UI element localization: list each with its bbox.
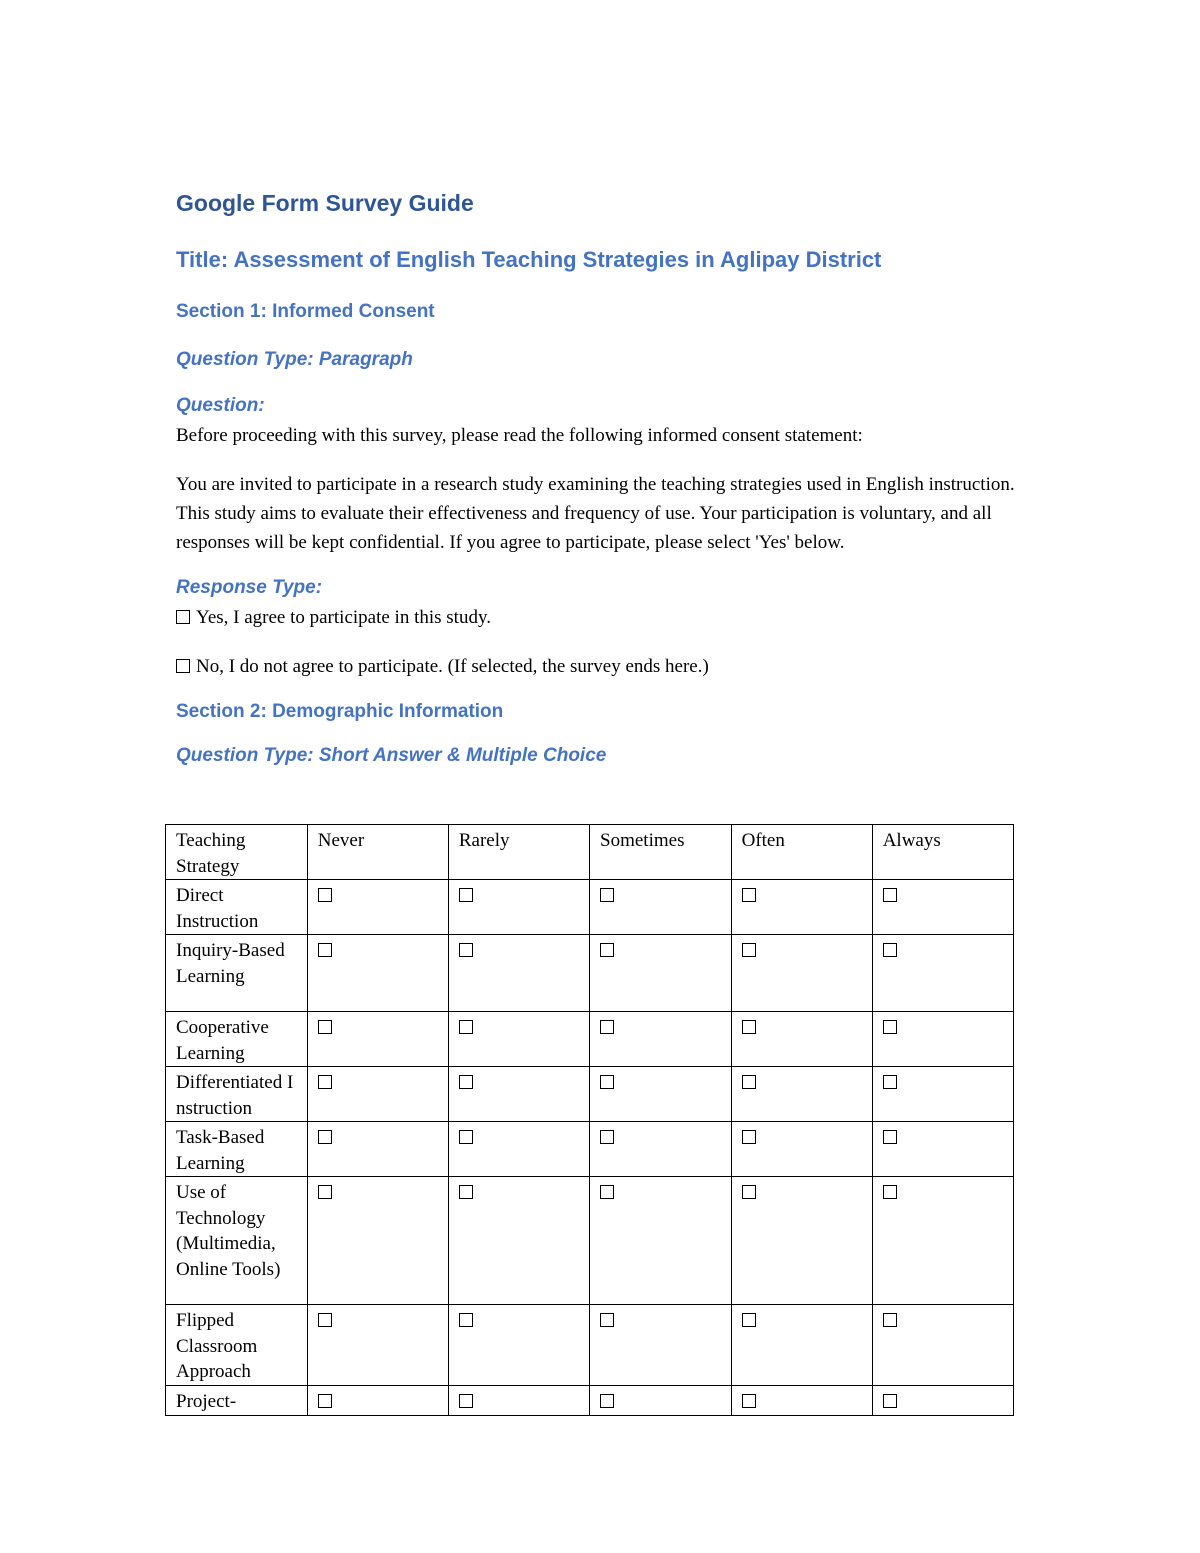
cell-rarely xyxy=(448,1305,589,1386)
consent-intro: Before proceeding with this survey, please read the following informed consent statement: xyxy=(176,425,863,446)
cell-often xyxy=(731,1177,872,1305)
checkbox-icon[interactable] xyxy=(318,1130,332,1144)
checkbox-icon[interactable] xyxy=(742,1020,756,1034)
checkbox-icon[interactable] xyxy=(600,1313,614,1327)
cell-never xyxy=(307,1067,448,1122)
cell-sometimes xyxy=(590,1177,732,1305)
survey-title: Title: Assessment of English Teaching Strategies in Aglipay District xyxy=(176,247,882,272)
cell-sometimes xyxy=(590,935,732,1012)
cell-always xyxy=(872,935,1013,1012)
document-content xyxy=(176,190,1026,791)
cell-never xyxy=(307,1177,448,1305)
checkbox-icon[interactable] xyxy=(883,1185,897,1199)
checkbox-icon[interactable] xyxy=(318,1020,332,1034)
checkbox-icon[interactable] xyxy=(742,1313,756,1327)
cell-never xyxy=(307,1012,448,1067)
checkbox-icon[interactable] xyxy=(318,888,332,902)
checkbox-icon[interactable] xyxy=(600,1394,614,1408)
section-1-heading: Section 1: Informed Consent xyxy=(176,301,435,322)
checkbox-icon[interactable] xyxy=(318,943,332,957)
checkbox-icon[interactable] xyxy=(883,943,897,957)
table-row xyxy=(166,1305,1014,1386)
cell-never xyxy=(307,1305,448,1386)
option-no-label: No, I do not agree to participate. (If selected, the survey ends here.) xyxy=(196,656,709,677)
section-1-question-type: Question Type: Paragraph xyxy=(176,349,413,370)
cell-sometimes xyxy=(590,1067,732,1122)
checkbox-icon[interactable] xyxy=(883,1394,897,1408)
cell-often xyxy=(731,1385,872,1416)
table-row xyxy=(166,880,1014,935)
cell-often xyxy=(731,935,872,1012)
cell-rarely xyxy=(448,880,589,935)
option-yes[interactable] xyxy=(176,603,1026,632)
checkbox-icon[interactable] xyxy=(600,888,614,902)
checkbox-icon[interactable] xyxy=(459,943,473,957)
cell-rarely xyxy=(448,1067,589,1122)
checkbox-icon[interactable] xyxy=(459,1020,473,1034)
checkbox-icon[interactable] xyxy=(883,888,897,902)
checkbox-icon[interactable] xyxy=(742,943,756,957)
checkbox-icon[interactable] xyxy=(318,1394,332,1408)
option-yes-label: Yes, I agree to participate in this study. xyxy=(196,607,491,628)
doc-title: Google Form Survey Guide xyxy=(176,190,474,216)
cell-rarely xyxy=(448,1177,589,1305)
cell-sometimes xyxy=(590,1012,732,1067)
checkbox-icon[interactable] xyxy=(742,888,756,902)
header-never: Never xyxy=(307,825,448,880)
section-2-heading: Section 2: Demographic Information xyxy=(176,701,504,722)
table-row xyxy=(166,935,1014,1012)
checkbox-icon[interactable] xyxy=(883,1020,897,1034)
checkbox-icon[interactable] xyxy=(600,1185,614,1199)
cell-sometimes xyxy=(590,1122,732,1177)
checkbox-icon[interactable] xyxy=(318,1313,332,1327)
checkbox-icon[interactable] xyxy=(883,1313,897,1327)
checkbox-icon[interactable] xyxy=(600,1020,614,1034)
cell-sometimes xyxy=(590,880,732,935)
cell-always xyxy=(872,1385,1013,1416)
header-always: Always xyxy=(872,825,1013,880)
checkbox-icon[interactable] xyxy=(883,1075,897,1089)
checkbox-icon[interactable] xyxy=(600,1075,614,1089)
checkbox-icon[interactable] xyxy=(318,1185,332,1199)
table-row xyxy=(166,1385,1014,1416)
table-row xyxy=(166,1122,1014,1177)
cell-always xyxy=(872,1305,1013,1386)
cell-never xyxy=(307,880,448,935)
header-often: Often xyxy=(731,825,872,880)
cell-often xyxy=(731,1067,872,1122)
cell-often xyxy=(731,1012,872,1067)
header-sometimes: Sometimes xyxy=(590,825,732,880)
header-rarely: Rarely xyxy=(448,825,589,880)
checkbox-icon[interactable] xyxy=(176,659,190,673)
cell-rarely xyxy=(448,1012,589,1067)
checkbox-icon[interactable] xyxy=(742,1394,756,1408)
cell-never xyxy=(307,1385,448,1416)
strategy-label: Flipped Classroom Approach xyxy=(166,1305,308,1386)
checkbox-icon[interactable] xyxy=(459,1075,473,1089)
strategy-label: Inquiry-Based Learning xyxy=(166,935,308,1012)
checkbox-icon[interactable] xyxy=(742,1075,756,1089)
checkbox-icon[interactable] xyxy=(600,943,614,957)
checkbox-icon[interactable] xyxy=(742,1130,756,1144)
cell-often xyxy=(731,1305,872,1386)
table-row xyxy=(166,1012,1014,1067)
checkbox-icon[interactable] xyxy=(459,888,473,902)
table-row xyxy=(166,1177,1014,1305)
cell-often xyxy=(731,880,872,935)
cell-always xyxy=(872,1177,1013,1305)
cell-always xyxy=(872,880,1013,935)
checkbox-icon[interactable] xyxy=(318,1075,332,1089)
strategy-label: Project- xyxy=(166,1385,308,1416)
cell-always xyxy=(872,1067,1013,1122)
checkbox-icon[interactable] xyxy=(883,1130,897,1144)
consent-statement: You are invited to participate in a research study examining the teaching strategies used in English instruction. This study aims to evaluate their effectiveness and frequency of use. Your participation is voluntary, and all responses will be kept confidential. If you agree to participate, please select 'Yes' below. xyxy=(176,474,1015,553)
cell-rarely xyxy=(448,1385,589,1416)
strategy-label: Task-Based Learning xyxy=(166,1122,308,1177)
strategy-label: Use of Technology (Multimedia, Online Tools) xyxy=(166,1177,308,1305)
checkbox-icon[interactable] xyxy=(459,1130,473,1144)
header-teaching-strategy: Teaching Strategy xyxy=(166,825,308,880)
checkbox-icon[interactable] xyxy=(459,1313,473,1327)
cell-sometimes xyxy=(590,1305,732,1386)
frequency-table xyxy=(165,824,1014,1416)
checkbox-icon[interactable] xyxy=(459,1185,473,1199)
checkbox-icon[interactable] xyxy=(176,610,190,624)
table-row xyxy=(166,1067,1014,1122)
option-no[interactable] xyxy=(176,652,1026,681)
strategy-label: Differentiated Instruction xyxy=(166,1067,308,1122)
cell-never xyxy=(307,935,448,1012)
checkbox-icon[interactable] xyxy=(742,1185,756,1199)
cell-sometimes xyxy=(590,1385,732,1416)
cell-always xyxy=(872,1122,1013,1177)
response-type-label: Response Type: xyxy=(176,577,323,598)
checkbox-icon[interactable] xyxy=(600,1130,614,1144)
checkbox-icon[interactable] xyxy=(459,1394,473,1408)
section-2-question-type: Question Type: Short Answer & Multiple Choice xyxy=(176,745,607,766)
question-label: Question: xyxy=(176,395,265,416)
cell-rarely xyxy=(448,1122,589,1177)
cell-rarely xyxy=(448,935,589,1012)
cell-never xyxy=(307,1122,448,1177)
cell-always xyxy=(872,1012,1013,1067)
strategy-label: Cooperative Learning xyxy=(166,1012,308,1067)
table-header-row xyxy=(166,825,1014,880)
strategy-label: Direct Instruction xyxy=(166,880,308,935)
cell-often xyxy=(731,1122,872,1177)
